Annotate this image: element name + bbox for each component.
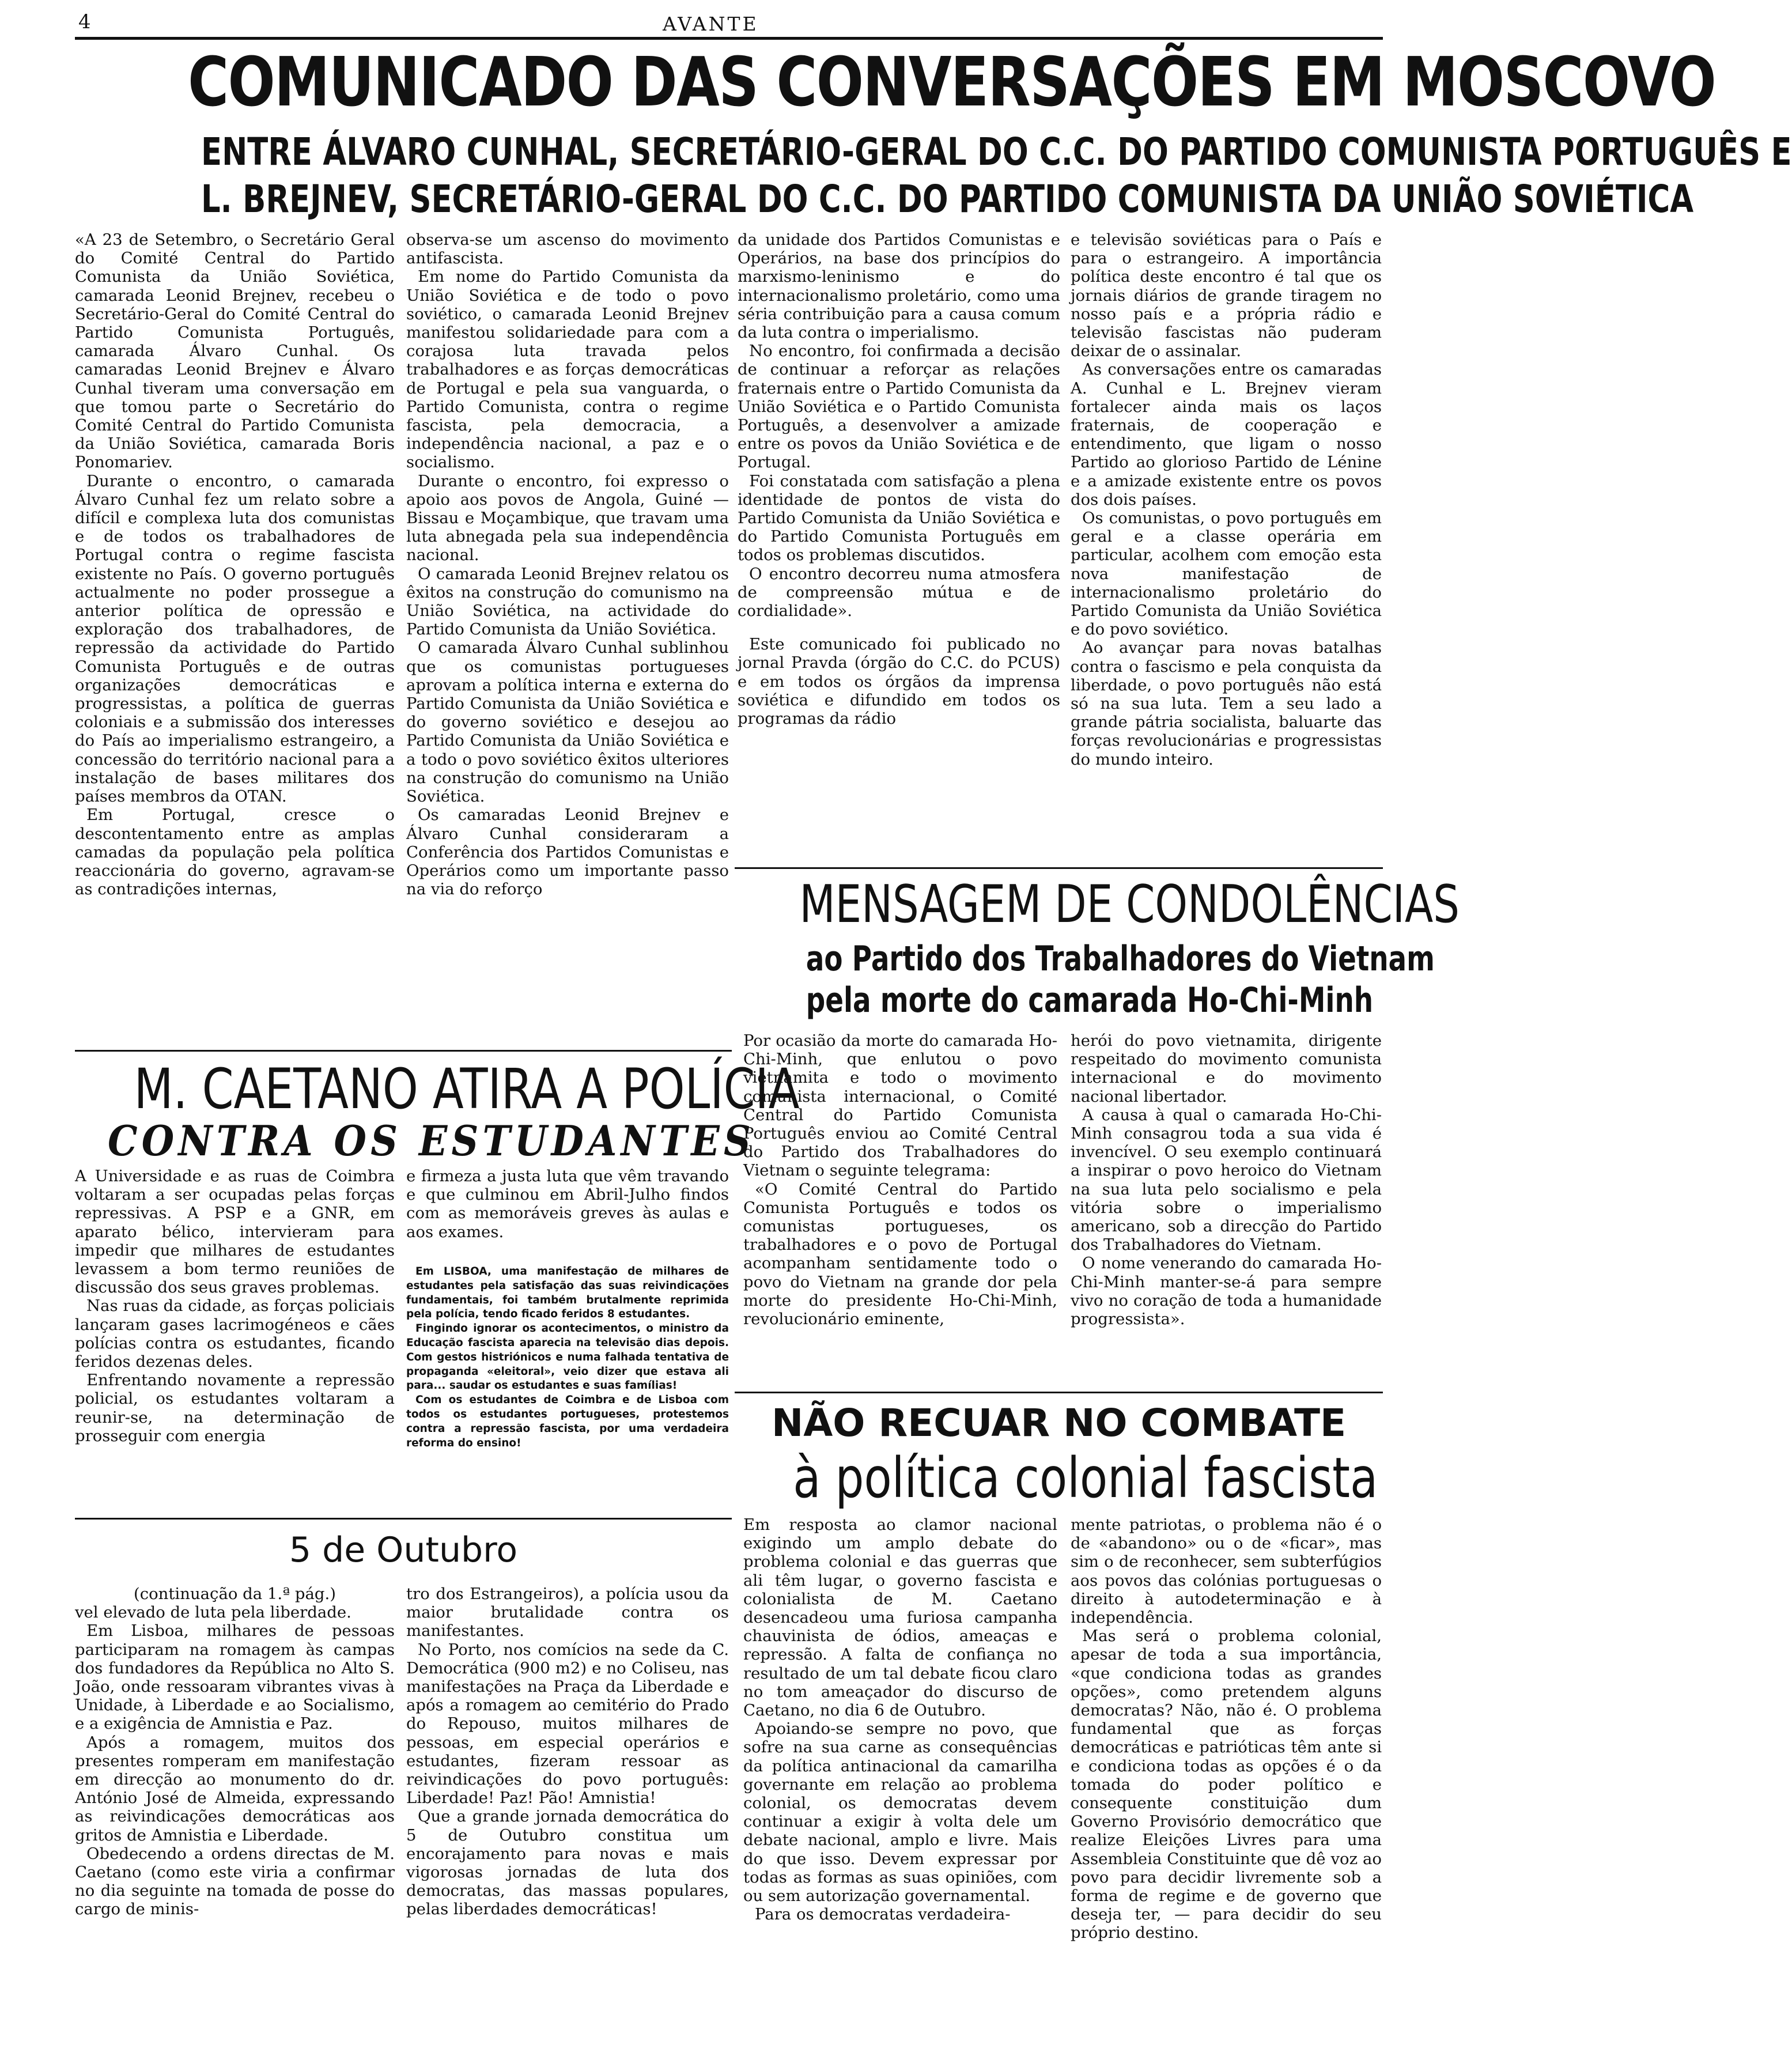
paragraph: vel elevado de luta pela liberdade. bbox=[75, 1603, 351, 1622]
paragraph: Em LISBOA, uma manifestação de milhares de estudantes pela satisfação das suas reivindicações fundamentais, foi também brutalmente reprimida pela polícia, tendo ficado feridos 8 estudantes. bbox=[406, 1265, 729, 1321]
paragraph: tro dos Estrangeiros), a polícia usou da maior brutalidade contra os manifestantes. bbox=[406, 1585, 729, 1641]
paragraph: Foi constatada com satisfação a plena identidade de pontos de vista do Partido Comunista da União Soviética e do Partido Comunista Português em todos os problemas discutidos. bbox=[738, 471, 1060, 565]
masthead-rule bbox=[75, 37, 1383, 40]
paragraph: O nome venerando do camarada Ho-Chi-Minh manter-se-á para sempre vivo no coração de toda a humanidade progressista». bbox=[1071, 1254, 1382, 1329]
condolencias-subheadline-1: ao Partido dos Trabalhadores do Vietnam bbox=[806, 939, 1435, 979]
paragraph: «A 23 de Setembro, o Secretário Geral do Comité Central do Partido Comunista da União Soviética, camarada Leonid Brejnev, recebeu o Secretário-Geral do Comité Central do Partido Comunista Português, camarada Álvaro Cunhal. Os camaradas Leonid Brejnev e Álvaro Cunhal tiveram uma conversação em que tomou parte o Secretário do Comité Central do Partido Comunista da União Soviética, camarada Boris Ponomariev. bbox=[75, 230, 395, 472]
masthead-title: AVANTE bbox=[663, 13, 759, 35]
paragraph: Enfrentando novamente a repressão policial, os estudantes voltaram a reunir-se, na determinação de prosseguir com energia bbox=[75, 1371, 395, 1445]
paragraph: Ao avançar para novas batalhas contra o fascismo e pela conquista da liberdade, o povo português não está só na sua luta. Tem a seu lado a grande pátria socialista, baluarte das forças revolucionárias e progressistas do mundo inteiro. bbox=[1071, 638, 1382, 769]
paragraph: «O Comité Central do Partido Comunista Português e todos os comunistas portugueses, os trabalhadores e o povo de Portugal acompanham sentidamente todo o povo do Vietnam na grande dor pela morte do presidente Ho-Chi-Minh, revolucionário eminente, bbox=[743, 1180, 1057, 1329]
paragraph: Nas ruas da cidade, as forças policiais lançaram gases lacrimogéneos e cães polícias contra os estudantes, ficando feridos dezenas deles. bbox=[75, 1297, 395, 1371]
recuar-column-1 bbox=[743, 1515, 1057, 2046]
condolencias-subheadline-2: pela morte do camarada Ho-Chi-Minh bbox=[806, 980, 1374, 1021]
paragraph: e firmeza a justa luta que vêm travando e que culminou em Abril-Julho findos com as memoráveis greves às aulas e aos exames. bbox=[406, 1167, 729, 1241]
condolencias-headline: MENSAGEM DE CONDOLÊNCIAS bbox=[799, 874, 1460, 935]
paragraph: Obedecendo a ordens directas de M. Caetano (como este viria a confirmar no dia seguinte na tomada de posse do cargo de minis- bbox=[75, 1844, 395, 1919]
paragraph: Em nome do Partido Comunista da União Soviética e de todo o povo soviético, o camarada Leonid Brejnev manifestou solidariedade para com a corajosa luta travada pelos trabalhadores e as forças democráticas de Portugal e pela sua vanguarda, o Partido Comunista, contra o regime fascista, pela democracia, a independência nacional, a paz e o socialismo. bbox=[406, 267, 729, 472]
paragraph: Para os democratas verdadeira- bbox=[755, 1905, 1011, 1924]
paragraph: O camarada Leonid Brejnev relatou os êxitos na construção do comunismo na União Soviética, na actividade do Partido Comunista da União Soviética. bbox=[406, 564, 729, 639]
divider bbox=[75, 1518, 732, 1520]
outubro-headline: 5 de Outubro bbox=[289, 1530, 518, 1570]
paragraph: Em resposta ao clamor nacional exigindo um amplo debate do problema colonial e das guerras que ali têm lugar, o governo fascista e colonialista de M. Caetano desencadeou uma furiosa campanha chauvinista de ódios, ameaças e repressão. A falta de confiança no resultado de um tal debate ficou claro no tom ameaçador do discurso de Caetano, no dia 6 de Outubro. bbox=[743, 1515, 1057, 1720]
caetano-notice bbox=[406, 1265, 729, 1513]
divider bbox=[735, 867, 1383, 869]
paragraph: observa-se um ascenso do movimento antifascista. bbox=[406, 230, 729, 268]
lead-subheadline-1: ENTRE ÁLVARO CUNHAL, SECRETÁRIO-GERAL DO C.C. DO PARTIDO COMUNISTA PORTUGUÊS E bbox=[201, 130, 1792, 174]
paragraph: Apoiando-se sempre no povo, que sofre na sua carne as consequências da política antinacional da camarilha governante em relação ao problema colonial, os democratas devem continuar a exigir à volta dele um debate nacional, amplo e livre. Mais do que isso. Devem expressar por todas as formas as suas opiniões, com ou sem autorização governamental. bbox=[743, 1719, 1057, 1906]
lead-column-1 bbox=[75, 230, 395, 1044]
paragraph: herói do povo vietnamita, dirigente respeitado do movimento comunista internacional e do movimento nacional libertador. bbox=[1071, 1031, 1382, 1106]
recuar-subheadline: à política colonial fascista bbox=[793, 1446, 1378, 1510]
paragraph: Que a grande jornada democrática do 5 de Outubro constitua um encorajamento para novas e mais vigorosas jornadas de luta dos democratas, das massas populares, pelas liberdades democráticas! bbox=[406, 1807, 729, 1919]
paragraph: Por ocasião da morte do camarada Ho-Chi-Minh, que enlutou o povo vietnamita e todo o movimento comunista internacional, o Comité Central do Partido Comunista Português enviou ao Comité Central do Partido dos Trabalhadores do Vietnam o seguinte telegrama: bbox=[743, 1031, 1057, 1180]
page-number: 4 bbox=[78, 10, 91, 33]
paragraph: Os comunistas, o povo português em geral e a classe operária em particular, acolhem com emoção esta nova manifestação de internacionalismo proletário do Partido Comunista da União Soviética e do povo soviético. bbox=[1071, 509, 1382, 639]
recuar-headline: NÃO RECUAR NO COMBATE bbox=[771, 1401, 1347, 1445]
paragraph: As conversações entre os camaradas A. Cunhal e L. Brejnev vieram fortalecer ainda mais os laços fraternais, de cooperação e entendimento, que ligam o nosso Partido ao glorioso Partido de Lénine e a amizade existente entre os povos dos dois países. bbox=[1071, 360, 1382, 509]
paragraph: e televisão soviéticas para o País e para o estrangeiro. A importância política deste encontro é tal que os jornais diários de grande tiragem no nosso país e a própria rádio e televisão fascistas não puderam deixar de o assinalar. bbox=[1071, 230, 1382, 361]
lead-subheadline-2: L. BREJNEV, SECRETÁRIO-GERAL DO C.C. DO PARTIDO COMUNISTA DA UNIÃO SOVIÉTICA bbox=[201, 177, 1694, 221]
paragraph: Durante o encontro, o camarada Álvaro Cunhal fez um relato sobre a difícil e complexa luta dos comunistas e de todos os trabalhadores de Portugal contra o regime fascista existente no País. O governo português actualmente no poder prossegue a anterior política de opressão e exploração dos trabalhadores, de repressão da actividade do Partido Comunista Português e de outras organizações democráticas e progressistas, a política de guerras coloniais e a submissão dos interesses do País ao imperialismo estrangeiro, a concessão do território nacional para a instalação de bases militares dos países membros da OTAN. bbox=[75, 471, 395, 806]
paragraph: O encontro decorreu numa atmosfera de compreensão mútua e de cordialidade». bbox=[738, 564, 1060, 621]
outubro-column-2 bbox=[406, 1585, 729, 2046]
outubro-column-1 bbox=[75, 1585, 395, 2046]
paragraph: Em Portugal, cresce o descontentamento entre as amplas camadas da população pela política reaccionária do governo, agravam-se as contradições internas, bbox=[75, 806, 395, 899]
paragraph: Os camaradas Leonid Brejnev e Álvaro Cunhal consideraram a Conferência dos Partidos Comunistas e Operários como um importante passo na via do reforço bbox=[406, 806, 729, 899]
condolencias-column-2 bbox=[1071, 1031, 1382, 1389]
recuar-column-2 bbox=[1071, 1515, 1382, 2046]
paragraph: No Porto, nos comícios na sede da C. Democrática (900 m2) e no Coliseu, nas manifestações na Praça da Liberdade e após a romagem ao cemitério do Prado do Repouso, muitos milhares de pessoas, em especial operários e estudantes, fizeram ressoar as reivindicações do povo português: Liberdade! Paz! Pão! Amnistia! bbox=[406, 1640, 729, 1808]
lead-column-2 bbox=[406, 230, 729, 1044]
caetano-headline: M. CAETANO ATIRA A POLÍCIA bbox=[134, 1057, 800, 1121]
caetano-column-1 bbox=[75, 1167, 395, 1513]
paragraph: Este comunicado foi publicado no jornal Pravda (órgão do C.C. do PCUS) e em todos os órgãos da imprensa soviética e difundido em todos os programas da rádio bbox=[738, 635, 1060, 728]
paragraph: A Universidade e as ruas de Coimbra voltaram a ser ocupadas pelas forças repressivas. A PSP e a GNR, em aparato bélico, intervieram para impedir que milhares de estudantes levassem a bom termo reuniões de discussão dos seus graves problemas. bbox=[75, 1167, 395, 1297]
divider bbox=[735, 1392, 1383, 1393]
paragraph: da unidade dos Partidos Comunistas e Operários, na base dos princípios do marxismo-leninismo e do internacionalismo proletário, como uma séria contribuição para a causa comum da luta contra o imperialismo. bbox=[738, 230, 1060, 342]
divider bbox=[75, 1050, 732, 1052]
paragraph: O camarada Álvaro Cunhal sublinhou que os comunistas portugueses aprovam a política interna e externa do Partido Comunista da União Soviética e do governo soviético e desejou ao Partido Comunista da União Soviética e a todo o povo soviético êxitos ulteriores na construção do comunismo na União Soviética. bbox=[406, 638, 729, 806]
caetano-column-2 bbox=[406, 1167, 729, 1265]
lead-column-3 bbox=[738, 230, 1060, 864]
paragraph: No encontro, foi confirmada a decisão de continuar a reforçar as relações fraternais entre o Partido Comunista da União Soviética e o Partido Comunista Português, a desenvolver a amizade entre os povos da União Soviética e de Portugal. bbox=[738, 342, 1060, 472]
paragraph: mente patriotas, o problema não é o de «abandono» ou o de «ficar», mas sim o de reconhecer, sem subterfúgios aos povos das colónias portuguesas o direito à autodeterminação e à independência. bbox=[1071, 1515, 1382, 1627]
caetano-subheadline: CONTRA OS ESTUDANTES bbox=[108, 1116, 755, 1165]
lead-headline: COMUNICADO DAS CONVERSAÇÕES EM MOSCOVO bbox=[188, 42, 1716, 122]
lead-column-4 bbox=[1071, 230, 1382, 864]
continuation-note: (continuação da 1.ª pág.) bbox=[133, 1585, 336, 1603]
paragraph: Em Lisboa, milhares de pessoas participaram na romagem às campas dos fundadores da República no Alto S. João, onde ressoaram vibrantes vivas à Unidade, à Liberdade e ao Socialismo, e a exigência de Amnistia e Paz. bbox=[75, 1622, 395, 1733]
paragraph: A causa à qual o camarada Ho-Chi-Minh consagrou toda a sua vida é invencível. O seu exemplo continuará a inspirar o povo heroico do Vietnam na sua luta pelo socialismo e pela vitória sobre o imperialismo americano, sob a direcção do Partido dos Trabalhadores do Vietnam. bbox=[1071, 1105, 1382, 1254]
paragraph: Após a romagem, muitos dos presentes romperam em manifestação em direcção ao monumento do dr. António José de Almeida, expressando as reivindicações democráticas aos gritos de Amnistia e Liberdade. bbox=[75, 1733, 395, 1845]
paragraph: Mas será o problema colonial, apesar de toda a sua importância, «que condiciona todas as grandes opções», como pretendem alguns democratas? Não, não é. O problema fundamental que as forças democráticas e patrióticas têm ante si e condiciona todas as opções é o da tomada do poder político e consequente constituição dum Governo Provisório democrático que realize Eleições Livres para uma Assembleia Constituinte que dê voz ao povo para decidir livremente sob a forma de regime e de governo que deseja ter, — para decidir do seu próprio destino. bbox=[1071, 1627, 1382, 1942]
paragraph: Fingindo ignorar os acontecimentos, o ministro da Educação fascista aparecia na televisão dias depois. Com gestos histriónicos e numa falhada tentativa de propaganda «eleitoral», veio dizer que estava ali para... saudar os estudantes e suas famílias! bbox=[406, 1322, 729, 1392]
paragraph: Durante o encontro, foi expresso o apoio aos povos de Angola, Guiné — Bissau e Moçambique, que travam uma luta abnegada pela sua independência nacional. bbox=[406, 471, 729, 565]
paragraph: Com os estudantes de Coimbra e de Lisboa com todos os estudantes portugueses, protestemos contra a repressão fascista, por uma verdadeira reforma do ensino! bbox=[406, 1394, 729, 1449]
